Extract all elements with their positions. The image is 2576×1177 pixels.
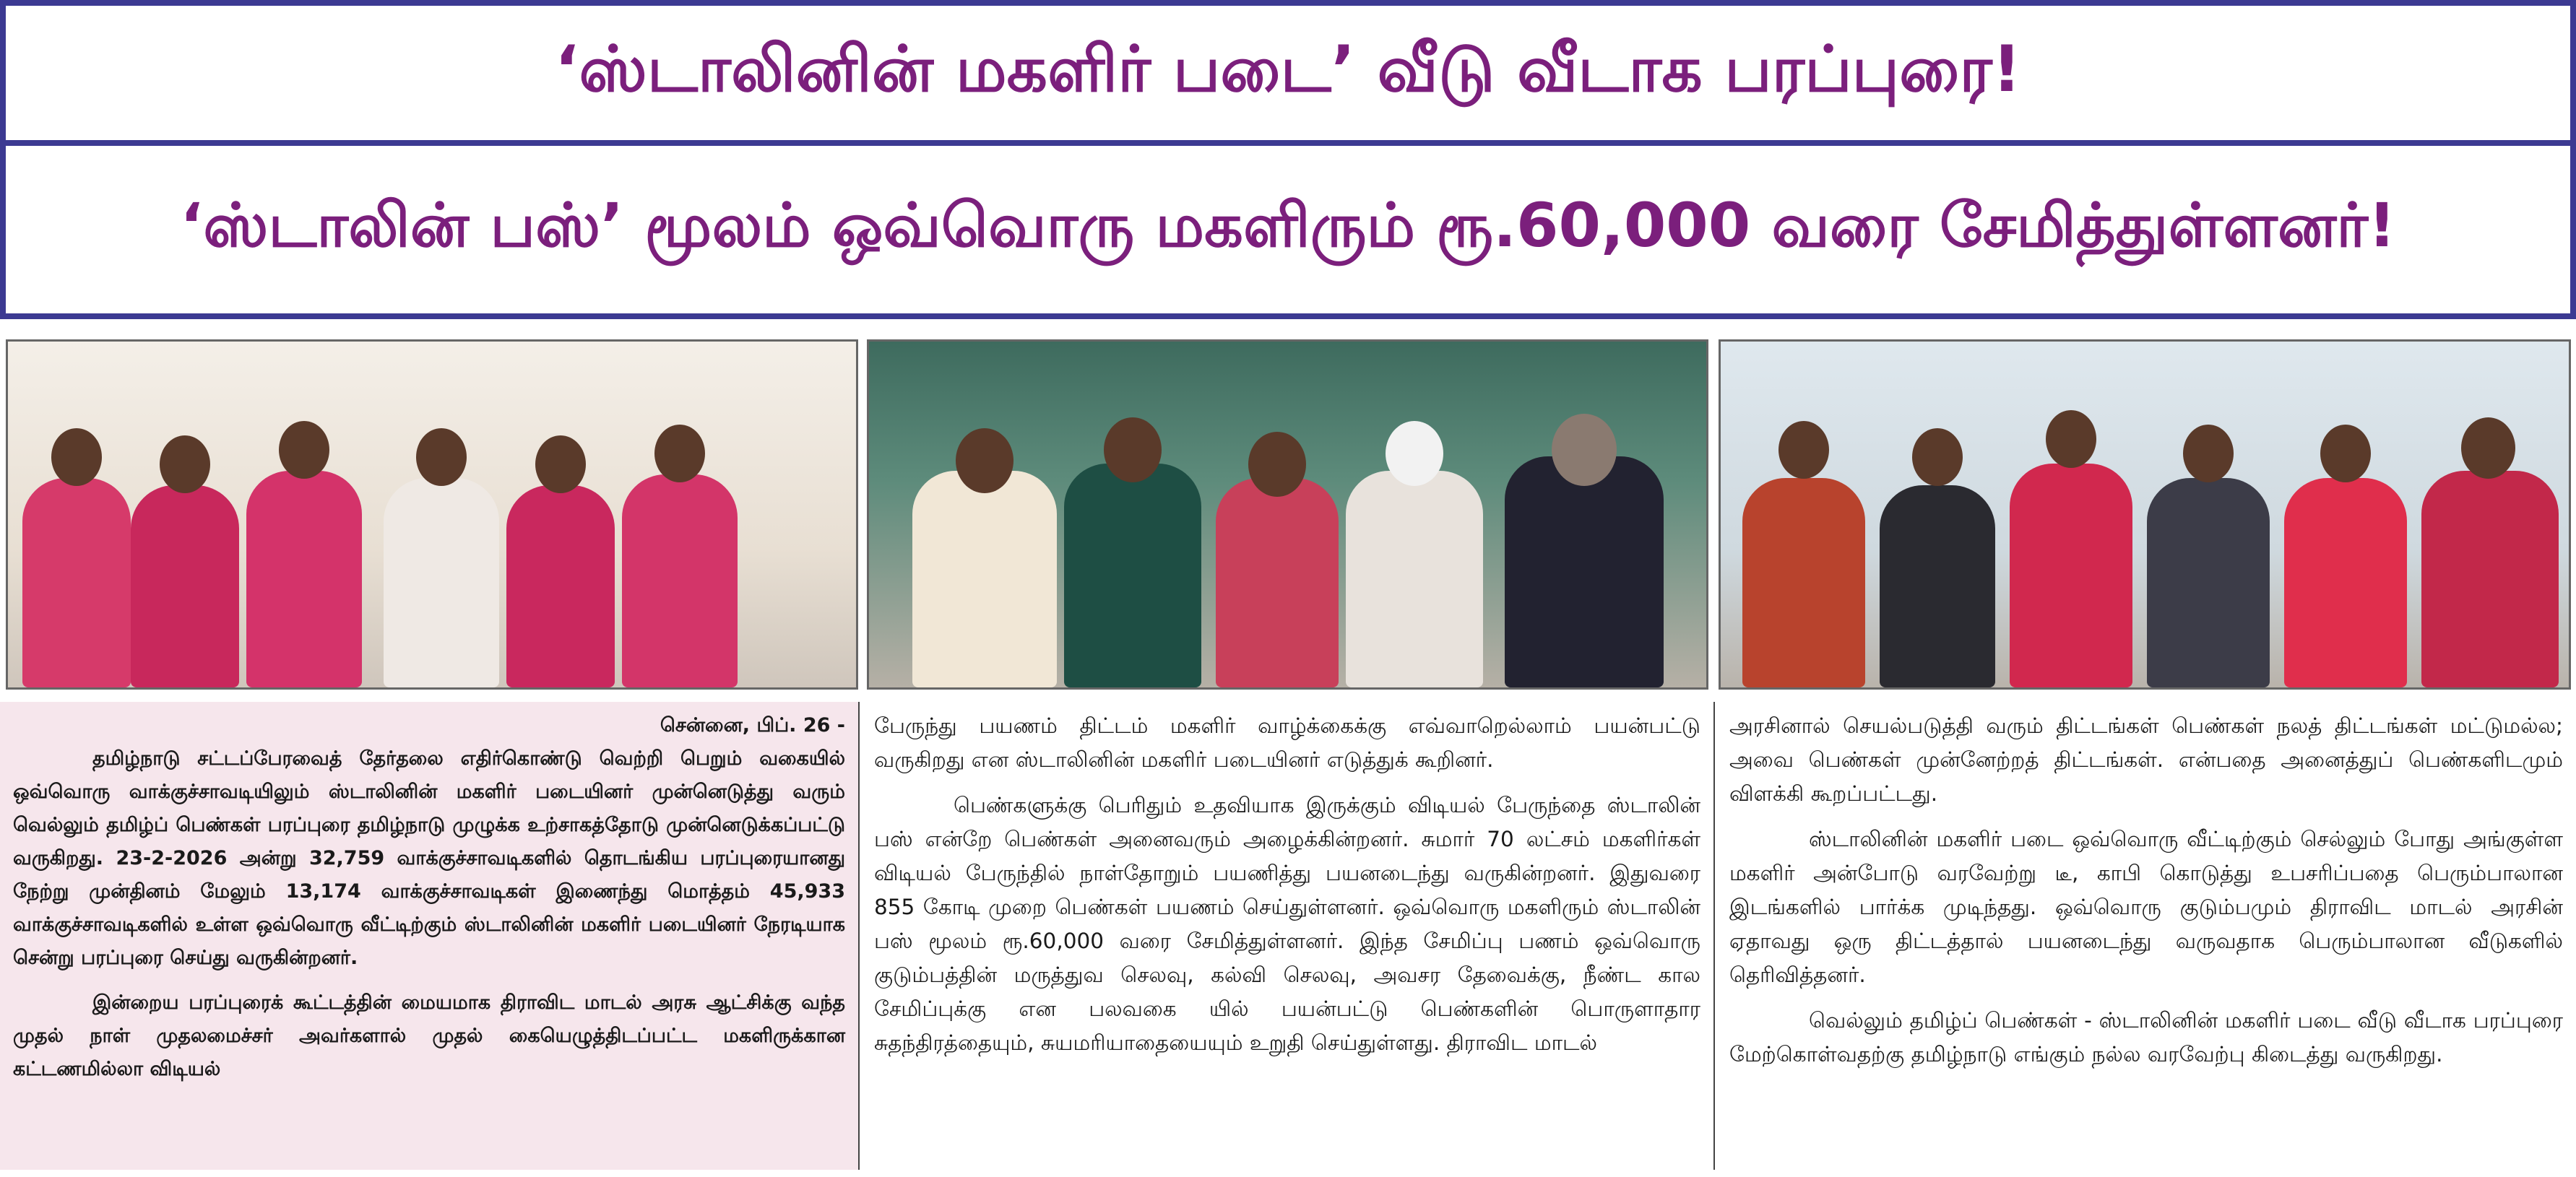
headline-main-text: ‘ஸ்டாலினின் மகளிர் படை’ வீடு வீடாக பரப்புரை! xyxy=(554,31,2022,106)
headline-main xyxy=(0,0,2576,146)
column1-paragraph-2: இன்றைய பரப்புரைக் கூட்டத்தின் மையமாக திராவிட மாடல் அரசு ஆட்சிக்கு வந்த முதல் நாள் முதலமைச்சர் அவர்களால் முதல் கையெழுத்திடப்பட்ட மகளிருக்கான கட்டணமில்லா விடியல் xyxy=(13,991,845,1080)
article-column-1 xyxy=(0,702,860,1170)
column1-paragraph-1: தமிழ்நாடு சட்டப்பேரவைத் தேர்தலை எதிர்கொண்டு வெற்றி பெறும் வகையில் ஒவ்வொரு வாக்குச்சாவடியிலும் ஸ்டாலினின் மகளிர் படையினர் முன்னெடுத்து வரும் வெல்லும் தமிழ்ப் பெண்கள் பரப்புரை தமிழ்நாடு முழுக்க உற்சாகத்தோடு முன்னெடுக்கப்பட்டு வருகிறது. 23-2-2026 அன்று 32,759 வாக்குச்சாவடிகளில் தொடங்கிய பரப்புரையானது நேற்று முன்தினம் மேலும் 13,174 வாக்குச்சாவடிகள் இணைந்து மொத்தம் 45,933 வாக்குச்சாவடிகளில் உள்ள ஒவ்வொரு வீட்டிற்கும் ஸ்டாலினின் மகளிர் படையினர் நேரடியாக சென்று பரப்புரை செய்து வருகின்றனர். xyxy=(13,747,845,969)
article-column-3 xyxy=(1716,702,2576,1170)
column2-paragraph-2: பெண்களுக்கு பெரிதும் உதவியாக இருக்கும் விடியல் பேருந்தை ஸ்டாலின் பஸ் என்றே பெண்கள் அனைவரும் அழைக்கின்றனர். சுமார் 70 லட்சம் மகளிர்கள் விடியல் பேருந்தில் நாள்தோறும் பயணித்து பயனடைந்து வருகின்றனர். இதுவரை 855 கோடி முறை பெண்கள் பயணம் செய்துள்ளனர். ஒவ்வொரு மகளிரும் ஸ்டாலின் பஸ் மூலம் ரூ.60,000 வரை சேமித்துள்ளனர். இந்த சேமிப்பு பணம் ஒவ்வொரு குடும்பத்தின் மருத்துவ செலவு, கல்வி செலவு, அவசர தேவைக்கு, நீண்ட கால சேமிப்புக்கு என பலவகை யில் பயன்பட்டு பெண்களின் பொருளாதார சுதந்திரத்தையும், சுயமரியாதையையும் உறுதி செய்துள்ளது. திராவிட மாடல் xyxy=(874,793,1700,1055)
photo-left xyxy=(6,339,858,690)
article-column-2 xyxy=(861,702,1715,1170)
photo-right xyxy=(1719,339,2571,690)
headline-sub-text: ‘ஸ்டாலின் பஸ்’ மூலம் ஒவ்வொரு மகளிரும் ரூ.60,000 வரை சேமித்துள்ளனர்! xyxy=(180,190,2396,261)
column3-paragraph-2: ஸ்டாலினின் மகளிர் படை ஒவ்வொரு வீட்டிற்கும் செல்லும் போது அங்குள்ள மகளிர் அன்போடு வரவேற்று டீ, காபி கொடுத்து உபசரிப்பதை பெரும்பாலான இடங்களில் பார்க்க முடிந்தது. ஒவ்வொரு குடும்பமும் திராவிட மாடல் அரசின் ஏதாவது ஒரு திட்டத்தால் பயனடைந்து வருவதாக பெரும்பாலான வீடுகளில் தெரிவித்தனர். xyxy=(1729,827,2563,987)
headline-sub xyxy=(0,146,2576,319)
dateline: சென்னை, பிப். 26 - xyxy=(660,714,845,737)
column2-paragraph-1: பேருந்து பயணம் திட்டம் மகளிர் வாழ்க்கைக்கு எவ்வாறெல்லாம் பயன்பட்டு வருகிறது என ஸ்டாலினின் மகளிர் படையினர் எடுத்துக் கூறினர். xyxy=(874,713,1700,772)
column3-paragraph-3: வெல்லும் தமிழ்ப் பெண்கள் - ஸ்டாலினின் மகளிர் படை வீடு வீடாக பரப்புரை மேற்கொள்வதற்கு தமிழ்நாடு எங்கும் நல்ல வரவேற்பு கிடைத்து வருகிறது. xyxy=(1729,1008,2563,1067)
photo-center xyxy=(867,339,1708,690)
column3-paragraph-1: அரசினால் செயல்படுத்தி வரும் திட்டங்கள் பெண்கள் நலத் திட்டங்கள் மட்டுமல்ல; அவை பெண்கள் முன்னேற்றத் திட்டங்கள். என்பதை அனைத்துப் பெண்களிடமும் விளக்கி கூறப்பட்டது. xyxy=(1729,713,2563,806)
